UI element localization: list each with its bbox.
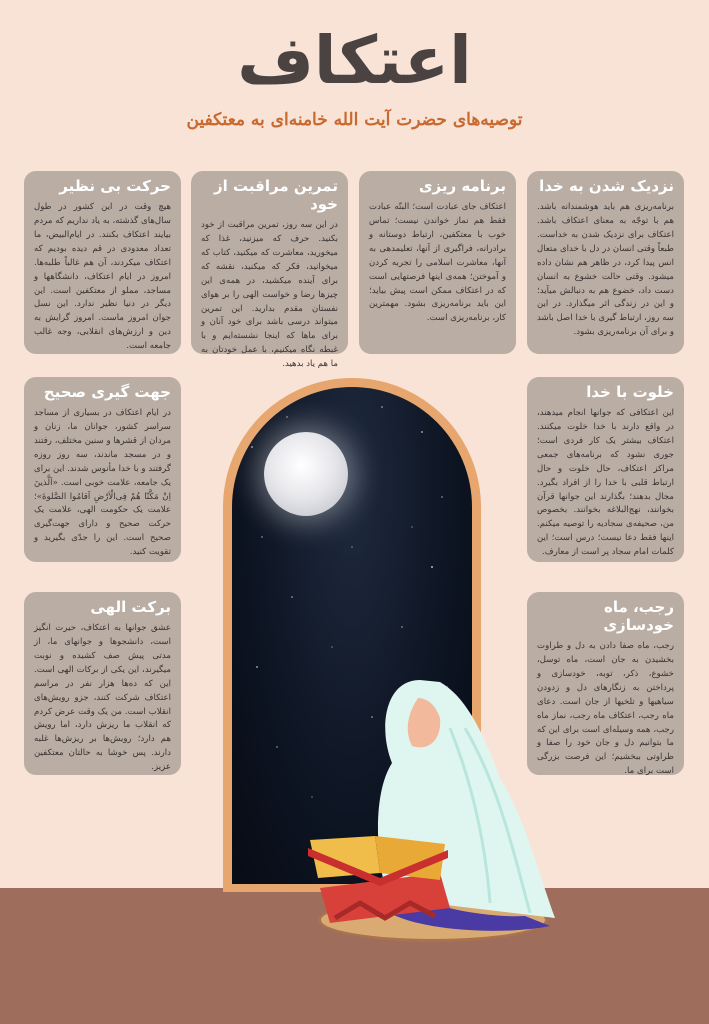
card-body: عشق جوانها به اعتکاف، حیرت انگیز است، دانشجوها و جوانهای ما، از مدتی پیش صف کشیده و نوبت میگیرند، این یکی از برکات الهی است. این که ده‌ها هزار نفر در مراسم اعتکاف شرکت کنند، جزو رویش‌های انقلاب است. من یک وقت عرض کردم که انقلاب ما ریزش دارد، اما رویش هم دارد؛ رویش‌ها بر ریزش‌ها غلبه دارند. پس خوشا به حالتان معتکفین عزیز. [34,623,171,773]
card-title: جهت گیری صحیح [43,383,171,401]
card-body: این اعتکافی که جوانها انجام میدهند، در واقع دارند با خدا خلوت میکنند. اعتکاف بیشتر یک کار فردی است؛ جوری نشود که برنامه‌های جمعی مراکز اعتکاف، حال خلوت و حال ارتباط قلبی با خدا را از افراد بگیرد. مجال بدهند؛ بگذارند این جوانها قرآن بخوانند، نهج‌البلاغه بخوانند. بخصوص من، صحیفه‌ی سجادیه را توصیه میکنم. اینها فقط دعا نیست؛ درس است؛ این کلمات امام سجاد پر است از معارف. [537,408,674,558]
card-right-direction [24,377,181,562]
praying-woman-icon [300,668,565,938]
card-title: برکت الهی [90,598,171,616]
card-body: در ایام اعتکاف در بسیاری از مساجد سراسر کشور، جوانان ما، زنان و مردان از قشرها و سنین مختلف، رفتند و در مسجد ماندند، سه روز روزه گرفتند و با خدا مأنوس شدند. این برای یک جامعه، علامت خوبی است. «اَلَّذینَ اِنْ مَکَّنّا هُمْ فِی‌الْاَرْضِ اَقامُوا الصَّلوةَ»؛ علامت یک حکومت الهی، علامت یک حرکت صحیح و دارای جهت‌گیری صحیح است. این را جدّی بگیرید و تقویت کنید. [34,408,171,558]
moon-icon [264,432,348,516]
card-title: خلوت با خدا [586,383,674,401]
card-title: تمرین مراقبت از خود [214,177,338,213]
card-title: رجب، ماه خودسازی [603,598,674,634]
card-body: در این سه روز، تمرین مراقبت از خود بکنید. حرف که میزنید، غذا که میخورید، معاشرت که میکنید، کتاب که میخوانید، فکر که میکنید، نقشه که برای آینده میکشید، در همه‌ی این چیزها رضا و خواست الهی را بر هوای نفستان مقدم بدارید. این تمرین میتواند درسی باشد برای خود آنان و برای ماها که اینجا نشسته‌ایم و با غبطه نگاه میکنیم، با عمل خودتان به ما هم یاد بدهید. [201,220,338,370]
card-body: رجب، ماه صفا دادن به دل و طراوت بخشیدن به جان است، ماه توسل، خشوع، ذکر، توبه، خودسازی و پرداختن به زنگارهای دل و زدودن سیاهیها و تلخیها از جان است. دعای ماه رجب، اعتکاف ماه رجب، نماز ماه رجب، همه وسیله‌ای است برای این که ما بتوانیم دل و جان خود را صفا و طراوتی ببخشیم؛ این فرصت بزرگی است برای ما. [537,641,674,777]
card-title: نزدیک شدن به خدا [539,177,674,195]
card-body: برنامه‌ریزی هم باید هوشمندانه باشد. هم با توجّه به معنای اعتکاف باشد. اعتکاف برای نزدیک شدن به خداست. طبعاً وقتی انسان در دل با خدای متعال انس پیدا کرد، در ظاهر هم نشان داده میشود. وقتی حالت خشوع به انسان دست داد، خضوع هم به دنبالش میآید؛ و این در زندگی اثر میگذارد. در این سه روز، ارتباط گیری با خدا اصل باشد و برای آن برنامه‌ریزی بشود. [537,202,674,338]
card-solitude-with-god [527,377,684,562]
card-unique-movement [24,171,181,354]
page-title: اعتکاف [237,22,472,99]
card-planning [359,171,516,354]
card-closeness-to-god [527,171,684,354]
card-self-watch [191,171,348,370]
page-subtitle: توصیه‌های حضرت آیت الله خامنه‌ای به معتکفین [186,110,523,130]
card-title: حرکت بی نظیر [59,177,171,195]
card-body: هیچ وقت در این کشور در طول سال‌های گذشته، به یاد نداریم که مردم بیایند اعتکاف بکنند. در ایام‌البیض، ما تعداد معدودی در قم دیده بودیم که اعتکاف میکردند، آن هم غالباً طلبه‌ها. امروز در ایام اعتکاف، دانشگاهها و مساجد، مملو از معتکفین است. این دیگر در دنیا نظیر ندارد. این نسل جوان امروز ماست. امروز گرایش به دین و ارزش‌های انقلابی، وجه غالب جامعه است. [34,202,171,352]
card-body: اعتکاف جای عبادت است؛ البتّه عبادت فقط هم نماز خواندن نیست؛ تماس خوب با معتکفین، ارتباط دوستانه و برادرانه، فراگیری از آنها، تعلیمدهی به آنها، معاشرت اسلامی را تجربه کردن و آموختن؛ همه‌ی اینها فرصتهایی است که در اعتکاف ممکن است پیش بیاید؛ این باید برنامه‌ریزی بشود. مهمترین کار، برنامه‌ریزی است. [369,202,506,324]
card-divine-blessing [24,592,181,775]
card-title: برنامه ریزی [418,177,506,195]
